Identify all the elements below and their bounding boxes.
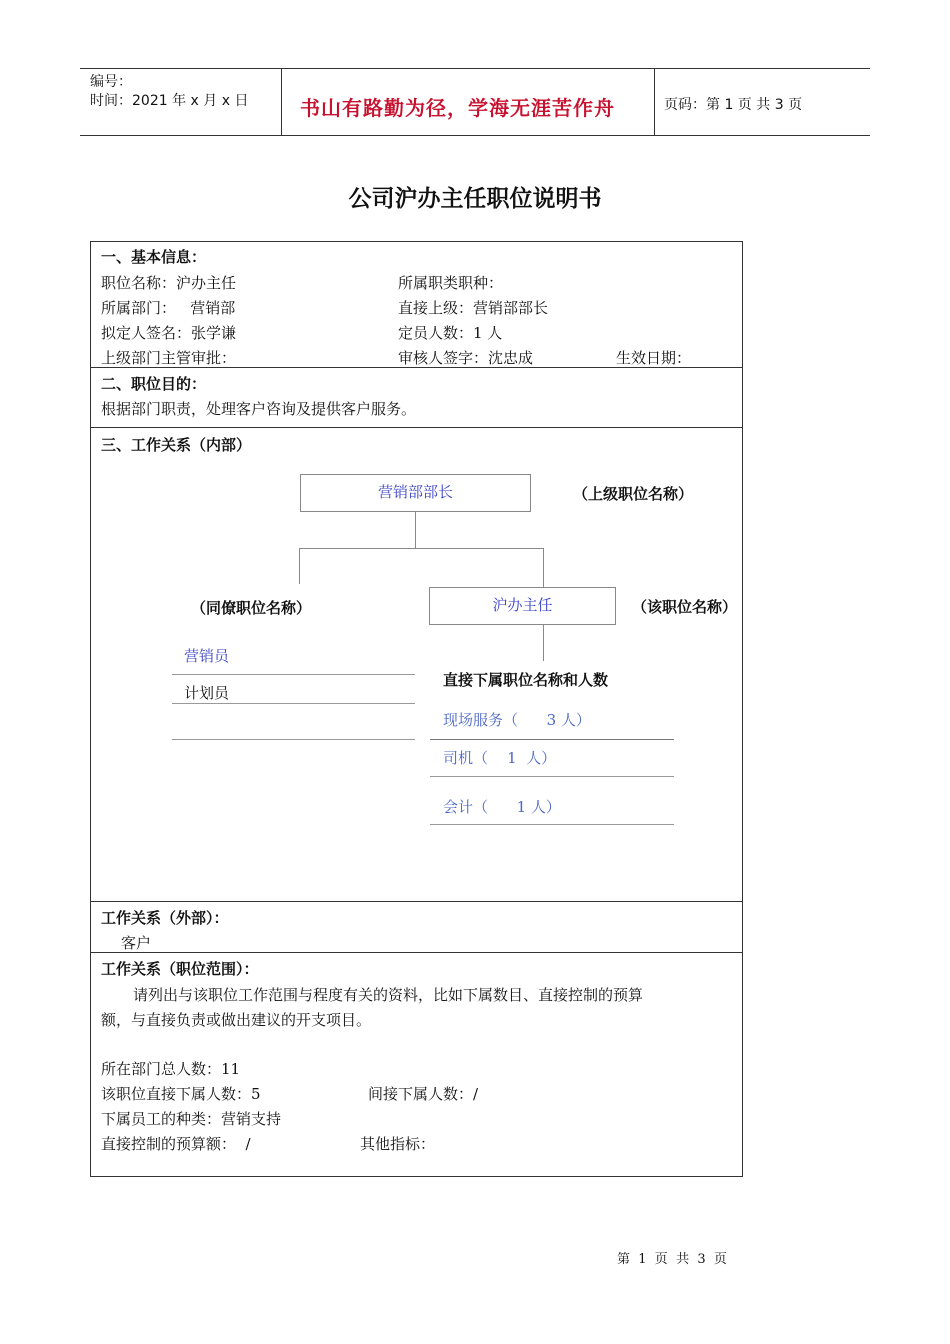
superior-position-box — [300, 474, 531, 512]
dept-approval: 上级部门主管审批： — [101, 349, 237, 367]
page-footer: 第 1 页 共 3 页 — [617, 1252, 727, 1267]
peer-rule-3 — [172, 739, 415, 740]
header-time: 时间：2021 年 x 月 x 日 — [90, 93, 249, 109]
connector-peer-branch — [299, 548, 300, 584]
this-position-caption: （该职位名称） — [632, 598, 738, 616]
header-top-rule — [80, 68, 870, 69]
scope-paragraph-line2: 额，与直接负责或做出建议的开支项目。 — [101, 1011, 372, 1029]
reviewer-signature: 审核人签字：沈忠成 — [398, 349, 534, 367]
subordinate-types: 下属员工的种类：营销支持 — [101, 1110, 282, 1128]
header-page-code: 页码：第 1 页 共 3 页 — [664, 97, 803, 113]
superior-caption: （上级职位名称） — [573, 485, 694, 503]
direct-budget: 直接控制的预算额： / — [101, 1135, 251, 1153]
document-title: 公司沪办主任职位说明书 — [348, 186, 602, 212]
header-bottom-rule — [80, 135, 870, 136]
subordinate-item-1: 现场服务（ 3 人） — [443, 711, 591, 729]
indirect-subordinates-count: 间接下属人数：/ — [368, 1085, 479, 1103]
external-heading: 工作关系（外部）： — [101, 909, 229, 927]
other-indicators: 其他指标： — [360, 1135, 436, 1153]
subordinate-item-3: 会计（ 1 人） — [443, 798, 561, 816]
subordinate-rule-3 — [430, 824, 674, 825]
peer-item-2: 计划员 — [184, 684, 230, 702]
direct-superior: 直接上级：营销部部长 — [398, 299, 549, 317]
subordinates-caption: 直接下属职位名称和人数 — [443, 671, 609, 689]
peer-caption: （同僚职位名称） — [191, 599, 312, 617]
job-category: 所属职类职种： — [398, 274, 504, 292]
subordinate-rule-2 — [430, 776, 674, 777]
header-divider-right — [654, 68, 655, 136]
dept-total-headcount: 所在部门总人数：11 — [101, 1060, 241, 1078]
department: 所属部门： 营销部 — [101, 299, 236, 317]
connector-superior-down — [415, 512, 416, 549]
position-name: 职位名称：沪办主任 — [101, 274, 237, 292]
this-position-label: 沪办主任 — [492, 596, 553, 614]
peer-item-1: 营销员 — [184, 647, 230, 665]
section3-heading: 三、工作关系（内部） — [101, 436, 252, 454]
scope-paragraph-line1: 请列出与该职位工作范围与程度有关的资料，比如下属数目、直接控制的预算 — [133, 986, 644, 1004]
peer-rule-1 — [172, 674, 415, 675]
section-divider-3 — [90, 901, 743, 902]
headcount: 定员人数：1 人 — [398, 324, 503, 342]
drafter-signature: 拟定人签名：张学谦 — [101, 324, 237, 342]
scope-heading: 工作关系（职位范围）： — [101, 960, 259, 978]
header-number-label: 编号： — [90, 74, 132, 90]
superior-position-label: 营销部部长 — [377, 483, 453, 501]
connector-this-down — [543, 625, 544, 661]
peer-rule-2 — [172, 703, 415, 704]
section-divider-2 — [90, 427, 743, 428]
effective-date: 生效日期： — [616, 349, 692, 367]
section-divider-4 — [90, 952, 743, 953]
connector-this-branch — [543, 548, 544, 587]
external-text: 客户 — [121, 934, 152, 952]
section1-heading: 一、基本信息： — [101, 248, 207, 266]
position-purpose: 根据部门职责，处理客户咨询及提供客户服务。 — [101, 400, 417, 418]
this-position-box — [429, 587, 616, 625]
subordinate-rule-1 — [430, 739, 674, 740]
section2-heading: 二、职位目的： — [101, 375, 207, 393]
header-divider-left — [281, 68, 282, 136]
subordinate-item-2: 司机（ 1 人） — [443, 749, 557, 767]
header-motto: 书山有路勤为径，学海无涯苦作舟 — [300, 96, 615, 120]
connector-horizontal — [299, 548, 543, 549]
direct-subordinates-count: 该职位直接下属人数：5 — [101, 1085, 261, 1103]
